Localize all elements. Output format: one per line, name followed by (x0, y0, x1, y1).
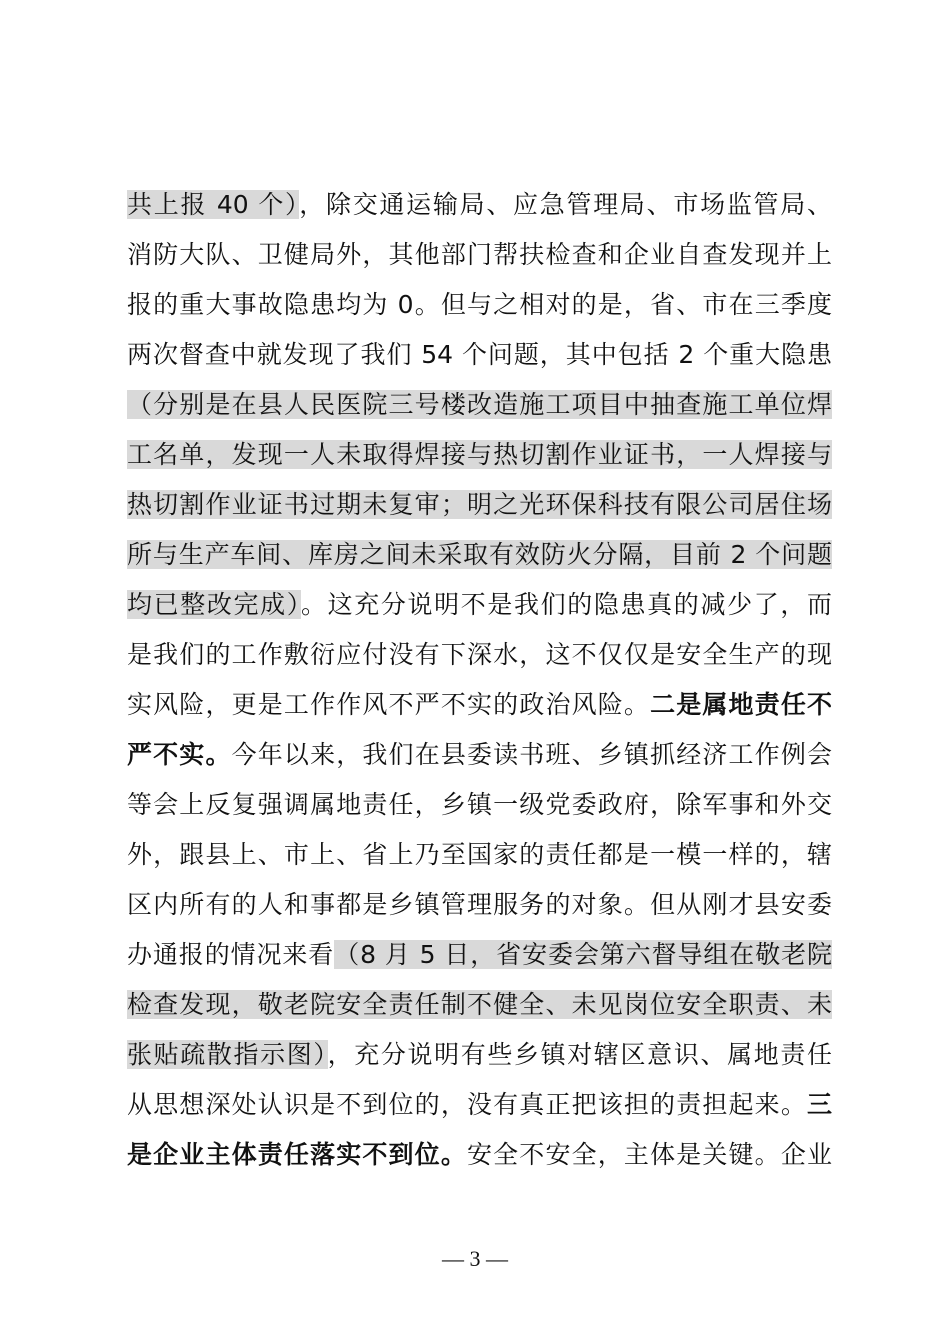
text-segment: 是我们的工作敷衍应付没有下深水，这不仅仅是安全生产的现 (127, 640, 832, 669)
text-line (127, 980, 832, 1030)
text-line (127, 230, 832, 280)
highlighted-text: （8 月 5 日，省安委会第六督导组在敬老院 (334, 940, 832, 969)
text-segment: 从思想深处认识是不到位的，没有真正把该担的责担起来。 (127, 1090, 807, 1119)
text-line (127, 730, 832, 780)
text-line (127, 530, 832, 580)
text-line (127, 580, 832, 630)
highlighted-text: 工名单，发现一人未取得焊接与热切割作业证书，一人焊接与 (127, 440, 832, 469)
text-line (127, 330, 832, 380)
text-segment: ，除交通运输局、应急管理局、市场监管局、 (299, 190, 832, 219)
text-line (127, 780, 832, 830)
text-line (127, 830, 832, 880)
text-segment: 。这充分说明不是我们的隐患真的减少了，而 (300, 590, 832, 619)
text-line (127, 680, 832, 730)
document-body (127, 180, 832, 1180)
bold-text: 严不实。 (127, 740, 232, 769)
text-segment: 实风险，更是工作作风不严不实的政治风险。 (127, 690, 651, 719)
text-segment: 消防大队、卫健局外，其他部门帮扶检查和企业自查发现并上 (127, 240, 832, 269)
text-line (127, 1080, 832, 1130)
text-line (127, 430, 832, 480)
highlighted-text: 检查发现，敬老院安全责任制不健全、未见岗位安全职责、未 (127, 990, 832, 1019)
text-segment: 两次督查中就发现了我们 54 个问题，其中包括 2 个重大隐患 (127, 340, 832, 369)
text-line (127, 630, 832, 680)
text-line (127, 1130, 832, 1180)
highlighted-text: 热切割作业证书过期未复审；明之光环保科技有限公司居住场 (127, 490, 832, 519)
text-segment: 今年以来，我们在县委读书班、乡镇抓经济工作例会 (231, 740, 832, 769)
text-line (127, 180, 832, 230)
bold-text: 三 (806, 1090, 832, 1119)
highlighted-text: 张贴疏散指示图） (127, 1040, 328, 1069)
bold-text: 是企业主体责任落实不到位。 (127, 1140, 467, 1169)
text-segment: 安全不安全，主体是关键。企业 (467, 1140, 832, 1169)
text-line (127, 480, 832, 530)
text-line (127, 280, 832, 330)
highlighted-text: 共上报 40 个） (127, 190, 300, 219)
highlighted-text: （分别是在县人民医院三号楼改造施工项目中抽查施工单位焊 (127, 390, 832, 419)
text-line (127, 380, 832, 430)
text-line (127, 880, 832, 930)
text-segment: ，充分说明有些乡镇对辖区意识、属地责任 (327, 1040, 832, 1069)
text-segment: 区内所有的人和事都是乡镇管理服务的对象。但从刚才县安委 (127, 890, 832, 919)
text-segment: 等会上反复强调属地责任，乡镇一级党委政府，除军事和外交 (127, 790, 832, 819)
text-segment: 外，跟县上、市上、省上乃至国家的责任都是一模一样的，辖 (127, 840, 832, 869)
text-line (127, 930, 832, 980)
page-number: — 3 — (442, 1246, 508, 1271)
highlighted-text: 所与生产车间、库房之间未采取有效防火分隔，目前 2 个问题 (127, 540, 832, 569)
text-segment: 办通报的情况来看 (127, 940, 335, 969)
bold-text: 二是属地责任不 (650, 690, 832, 719)
highlighted-text: 均已整改完成） (127, 590, 301, 619)
text-line (127, 1030, 832, 1080)
text-segment: 报的重大事故隐患均为 0。但与之相对的是，省、市在三季度 (127, 290, 832, 319)
